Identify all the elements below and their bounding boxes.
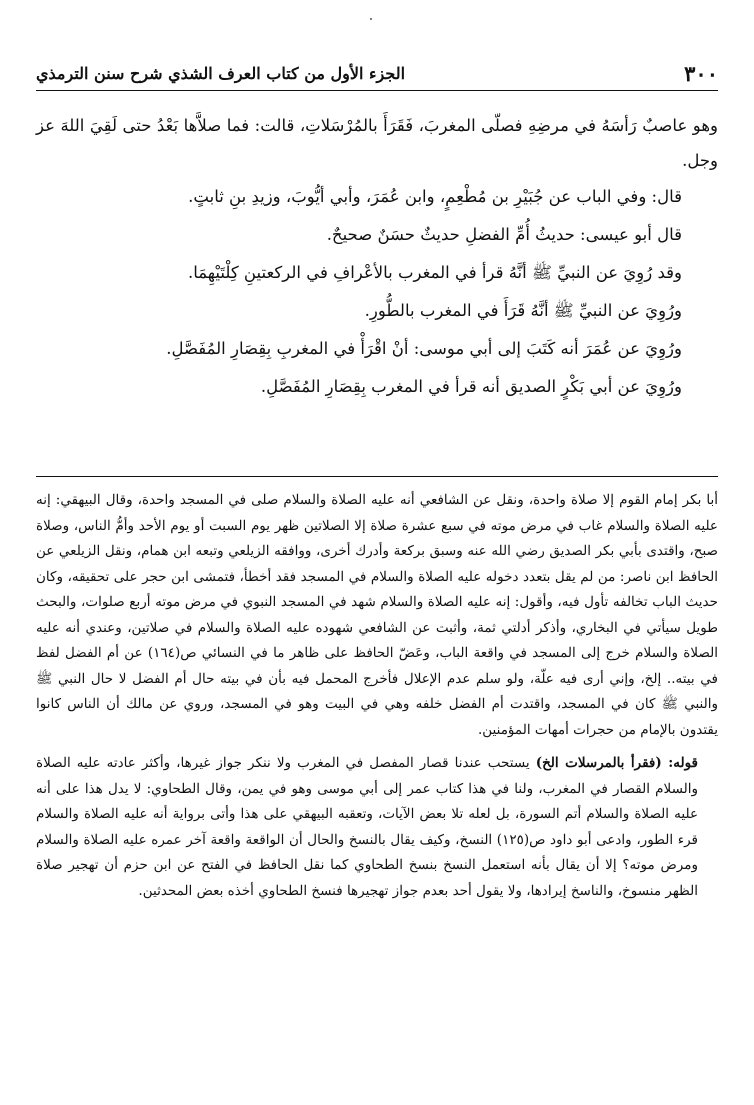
footnote-divider	[36, 476, 718, 477]
main-paragraph-4: وقد رُوِيَ عن النبيِّ ﷺ أنَّهُ قرأ في المغرب بالأعْرافِ في الركعتينِ كِلْتَيْهِمَا.	[187, 263, 682, 282]
footnote-block-2-text: يستحب عندنا قصار المفصل في المغرب ولا ننكر جواز غيرها، وأكثر عادته عليه الصلاة والسلام القصار في المغرب، ولنا في هذا كتاب عمر إلى أبي موسى وهو في يمن، وقال الطحاوي: لا يدل هذا على أنه عليه الصلاة والسلام أتم السورة، بل لعله تلا بعض الآيات، وتعقبه البيهقي على هذا وأتى برواية أنه عليه الصلاة والسلام قرء الطور، وادعى أبو داود ص(١٢٥) النسخ، وكيف يقال بالنسخ والحال أن الواقعة واقعة آخر عمره عليه الصلاة والسلام ومرض موته؟ إلا أن يقال بأنه استعمل النسخ بنسخ الطحاوي كما نقل الحافظ في الفتح عن ابن حزم أن تهجير صلاة الظهر منسوخ، والناسخ إيرادها، ولا يقول أحد بعدم جواز تهجيرها فنسخ الطحاوي أخذه بعض المحدثين.	[36, 755, 698, 899]
main-paragraph-3: قال أبو عيسى: حديثُ أُمِّ الفضلِ حديثٌ حسَنٌ صحيحٌ.	[326, 225, 682, 244]
main-paragraph-7: ورُوِيَ عن أبي بَكْرٍ الصديق أنه قرأ في المغرب بِقِصَارِ المُفَصَّلِ.	[260, 377, 682, 396]
main-paragraph-6: ورُوِيَ عن عُمَرَ أنه كَتَبَ إلى أبي موسى: أنْ اقْرَأْ في المغربِ بِقِصَارِ المُفَصَّلِ.	[166, 339, 682, 358]
main-paragraph-5: ورُوِيَ عن النبيِّ ﷺ أنَّهُ قَرَأَ في المغرب بالطُّورِ.	[364, 301, 682, 320]
running-title: الجزء الأول من كتاب العرف الشذي شرح سنن الترمذي	[36, 63, 406, 83]
footnote-block-1: أبا بكر إمام القوم إلا صلاة واحدة، ونقل عن الشافعي أنه عليه الصلاة والسلام صلى في المسجد واحدة، وقال البيهقي: إنه عليه الصلاة والسلام غاب في مرض موته في سبع عشرة صلاة إلا الصلاتين ظهر يوم السبت أو يوم الأحد وأمُّ الناس، وصلاة صبح، واقتدى بأبي بكر الصديق رضي الله عنه وسبق بركعة وأدرك أخرى، ووافقه الزيلعي وتبعه ابن همام، ونقل الزيلعي عن الحافظ ابن ناصر: من لم يقل بتعدد دخوله عليه الصلاة والسلام في المسجد فقد أخطأ، فتمشى ابن حجر على تحقيقه، وكان حديث الباب تخالفه تأول فيه، وأقول: إنه عليه الصلاة والسلام شهد في المسجد النبوي في مرض موته أربع صلوات، والبحث طويل سيأتي في البخاري، وأذكر أدلتي ثمة، وأثبت عن الشافعي شهوده عليه الصلاة والسلام في صلاتين، وعندي أنه عليه الصلاة والسلام خرج إلى المسجد في واقعة الباب، وعَضّ الحافظ على ظاهر ما في النسائي ص(١٦٤) عن أم الفضل لفظ في بيته.. إلخ، وإني أرى فيه علّة، ولو سلم عدم الإعلال فأخرج المحمل فيه بأن في بيته حال أم الفضل لا حال النبي ﷺ والنبي ﷺ كان في المسجد، واقتدت أم الفضل خلفه وهي في البيت وهو في المسجد، وروي عن مالك أن الناس كانوا يقتدون بالإمام من حجرات أمهات المؤمنين.	[36, 492, 718, 738]
main-paragraph-1: وهو عاصبٌ رَأسَهُ في مرضِهِ فصلّى المغربَ، فَقَرَأَ بالمُرْسَلاتِ، قالت: فما صلاَّها بَعْدُ حتى لَقِيَ اللهَ عز وجل.	[36, 116, 718, 170]
footnote-block-2	[36, 751, 718, 904]
page-number: ٣٠٠	[684, 60, 718, 86]
footnotes	[36, 488, 718, 904]
main-paragraph-2: قال: وفي الباب عن جُبَيْرِ بن مُطْعِمٍ، وابن عُمَرَ، وأبي أيُّوبَ، وزيدِ بنِ ثابتٍ.	[188, 187, 682, 206]
main-text	[36, 108, 718, 406]
header-divider	[36, 90, 718, 91]
page-header	[36, 60, 718, 86]
footnote-block-2-lead: قوله: (فقرأ بالمرسلات الخ)	[535, 755, 699, 771]
scan-speck	[370, 18, 372, 20]
